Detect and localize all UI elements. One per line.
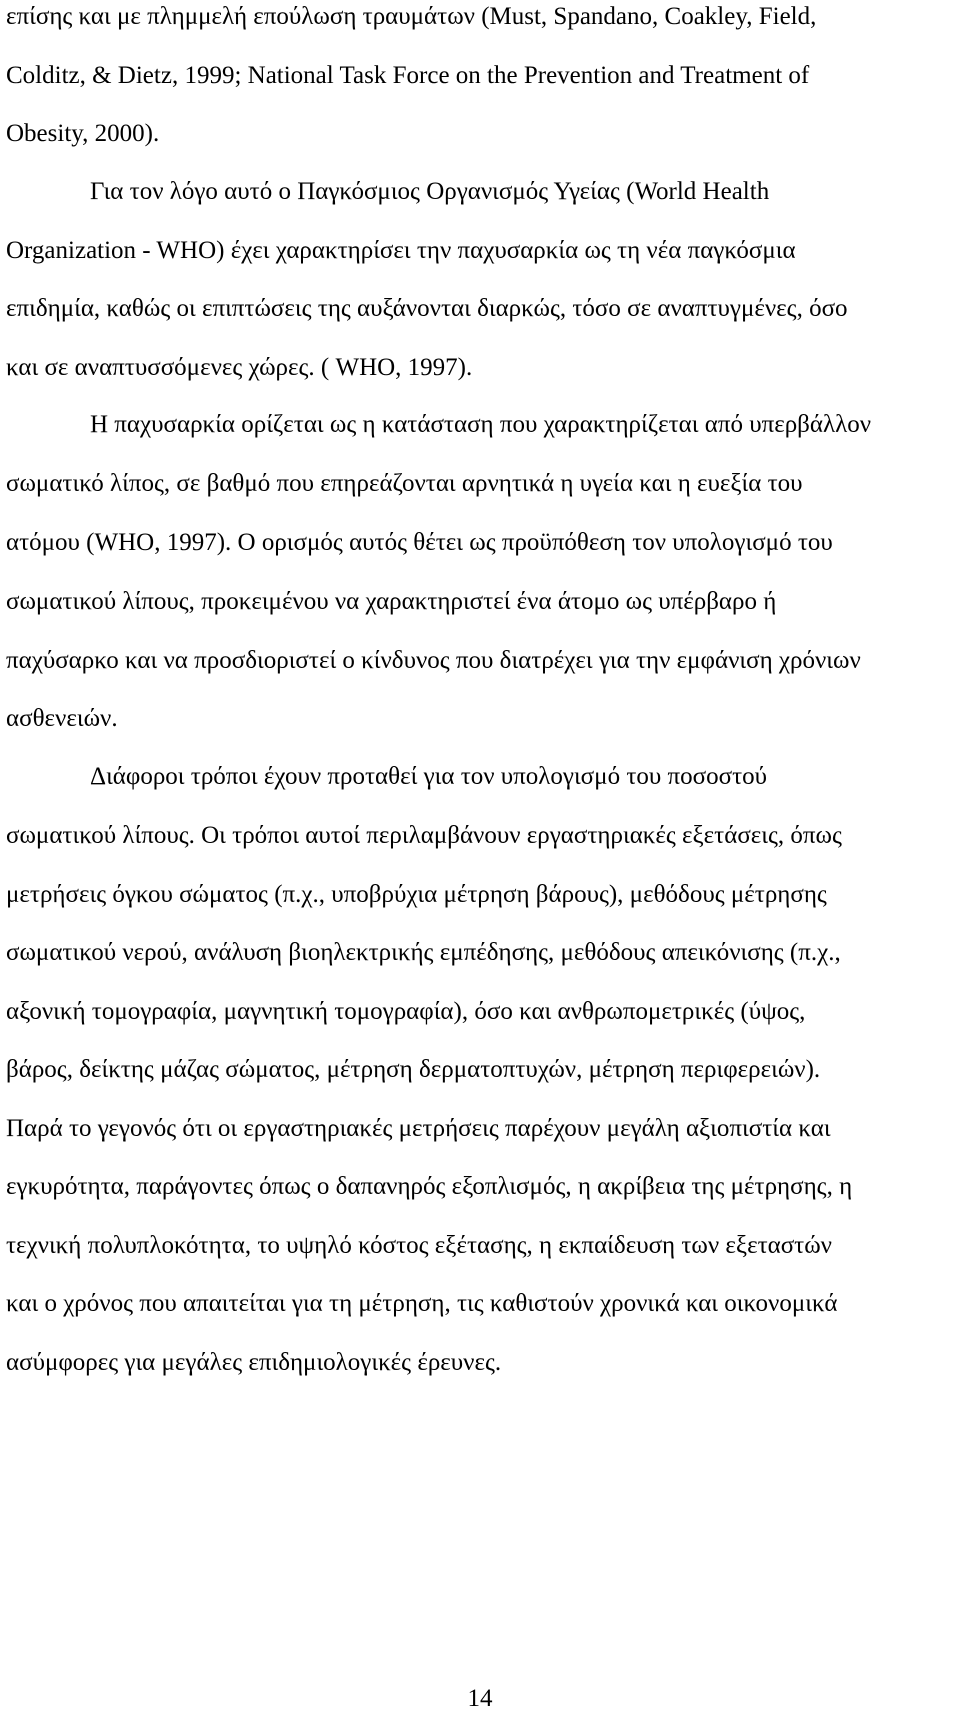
text-line: μετρήσεις όγκου σώματος (π.χ., υποβρύχια μέτρηση βάρους), μεθόδους μέτρησης: [6, 881, 827, 908]
text-line: εγκυρότητα, παράγοντες όπως ο δαπανηρός εξοπλισμός, η ακρίβεια της μέτρησης, η: [6, 1173, 853, 1200]
text-line: και σε αναπτυσσόμενες χώρες. ( WHO, 1997).: [6, 354, 473, 381]
text-line: παχύσαρκο και να προσδιοριστεί ο κίνδυνος που διατρέχει για την εμφάνιση χρόνιων: [6, 647, 861, 674]
text-line: σωματικού λίπους, προκειμένου να χαρακτηριστεί ένα άτομο ως υπέρβαρο ή: [6, 588, 777, 615]
text-line: σωματικού νερού, ανάλυση βιοηλεκτρικής εμπέδησης, μεθόδους απεικόνισης (π.χ.,: [6, 939, 841, 966]
text-line: και ο χρόνος που απαιτείται για τη μέτρηση, τις καθιστούν χρονικά και οικονομικά: [6, 1290, 838, 1317]
text-line: Διάφοροι τρόποι έχουν προταθεί για τον υπολογισμό του ποσοστού: [90, 763, 767, 790]
text-line: Colditz, & Dietz, 1999; National Task Force on the Prevention and Treatment of: [6, 62, 810, 89]
text-line: Organization - WHO) έχει χαρακτηρίσει την παχυσαρκία ως τη νέα παγκόσμια: [6, 237, 796, 264]
text-line: ασύμφορες για μεγάλες επιδημιολογικές έρευνες.: [6, 1349, 502, 1376]
text-line: σωματικού λίπους. Οι τρόποι αυτοί περιλαμβάνουν εργαστηριακές εξετάσεις, όπως: [6, 822, 842, 849]
text-line: Η παχυσαρκία ορίζεται ως η κατάσταση που χαρακτηρίζεται από υπερβάλλον: [90, 411, 872, 438]
text-line: Obesity, 2000).: [6, 120, 160, 147]
page-number: 14: [467, 1685, 493, 1712]
text-line: επίσης και με πλημμελή επούλωση τραυμάτων (Must, Spandano, Coakley, Field,: [6, 3, 817, 30]
text-line: σωματικό λίπος, σε βαθμό που επηρεάζονται αρνητικά η υγεία και η ευεξία του: [6, 470, 803, 497]
text-line: αξονική τομογραφία, μαγνητική τομογραφία), όσο και ανθρωπομετρικές (ύψος,: [6, 998, 806, 1025]
text-line: τεχνική πολυπλοκότητα, το υψηλό κόστος εξέτασης, η εκπαίδευση των εξεταστών: [6, 1232, 832, 1259]
text-line: Παρά το γεγονός ότι οι εργαστηριακές μετρήσεις παρέχουν μεγάλη αξιοπιστία και: [6, 1115, 831, 1142]
text-line: ατόμου (WHO, 1997). Ο ορισμός αυτός θέτει ως προϋπόθεση τον υπολογισμό του: [6, 529, 833, 556]
text-line: επιδημία, καθώς οι επιπτώσεις της αυξάνονται διαρκώς, τόσο σε αναπτυγμένες, όσο: [6, 295, 848, 322]
text-line: ασθενειών.: [6, 705, 118, 732]
text-line: Για τον λόγο αυτό ο Παγκόσμιος Οργανισμός Υγείας (World Health: [90, 178, 770, 205]
text-line: βάρος, δείκτης μάζας σώματος, μέτρηση δερματοπτυχών, μέτρηση περιφερειών).: [6, 1056, 821, 1083]
